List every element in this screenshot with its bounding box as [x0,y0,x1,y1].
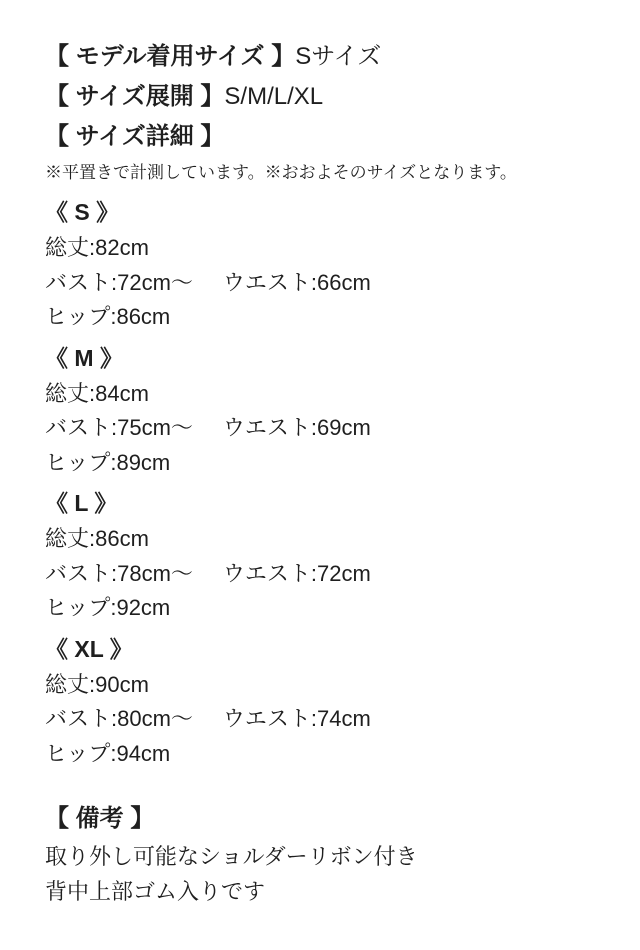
waist-value: ウエスト:72cm [222,560,371,586]
hip-line: ヒップ:94cm [45,740,171,766]
bust-waist-line [45,557,620,592]
waist-value: ウエスト:66cm [222,269,371,295]
hip-line: ヒップ:86cm [45,304,171,329]
bust-waist-line [45,702,620,737]
length-line: 総丈:90cm [45,671,149,697]
size-block-xl [45,630,620,772]
measurement-note: ※平置きで計測しています。※おおよそのサイズとなります。 [45,163,517,182]
size-range-label: 【 サイズ展開 】 [45,83,225,110]
bust-value: バスト:75cm〜 [45,415,193,440]
size-name: 《 S 》 [45,199,120,225]
size-block-l [45,484,620,626]
waist-value: ウエスト:74cm [222,706,371,731]
bust-waist-line [45,411,620,446]
bust-waist-line [45,266,620,301]
size-name: 《 XL 》 [45,635,133,662]
size-detail-line [45,117,620,157]
bust-value: バスト:72cm〜 [45,269,193,295]
model-size-line [45,37,620,77]
length-line: 総丈:84cm [45,380,149,406]
bust-value: バスト:80cm〜 [45,706,193,731]
remark-line: 背中上部ゴム入りです [45,879,266,904]
size-range-value: S/M/L/XL [224,83,324,110]
length-line: 総丈:82cm [45,235,149,260]
model-size-value: Sサイズ [295,43,382,70]
size-name: 《 M 》 [45,344,123,371]
remarks-section [45,799,620,909]
size-name: 《 L 》 [45,490,118,516]
size-detail-label: 【 サイズ詳細 】 [45,123,225,150]
remark-line: 取り外し可能なショルダーリボン付き [45,844,418,869]
model-size-label: 【 モデル着用サイズ 】 [45,43,296,70]
hip-line: ヒップ:92cm [45,595,171,620]
hip-line: ヒップ:89cm [45,449,171,475]
size-range-line [45,77,620,117]
waist-value: ウエスト:69cm [222,415,371,440]
size-block-m [45,339,620,481]
bust-value: バスト:78cm〜 [45,560,193,586]
length-line: 総丈:86cm [45,526,149,551]
size-block-s [45,193,620,335]
remarks-label: 【 備考 】 [45,805,155,832]
